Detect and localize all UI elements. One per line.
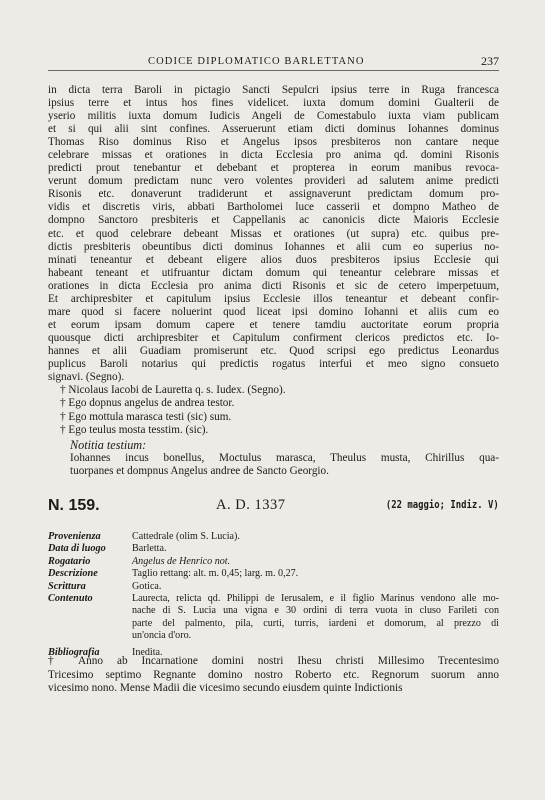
document-incipit xyxy=(48,655,499,696)
notitia-heading: Notitia testium: xyxy=(70,438,147,453)
text-line: et si qui alii sint confines. Asseruerunt etiam dicti dominus Iohannes dominus xyxy=(48,123,499,136)
metadata-value-line: Inedita. xyxy=(132,646,163,658)
text-line: minati teneantur et debeant eligere alios duos presbiteros ipsius Ecclesie qui xyxy=(48,253,499,266)
metadata-row xyxy=(48,531,499,543)
text-line: quousque dicti archipresbiter et Capitulum confirment clericos predictos etc. Io- xyxy=(48,331,499,344)
metadata-value-line: un'oncia d'oro. xyxy=(132,630,192,642)
text-line: orationes in dicta Ecclesia pro anima dicti Risonis et sic de cetero imperpetuum, xyxy=(48,279,499,292)
text-line: Et archipresbiter et capitulum ipsius Ecclesie illos teneantur et debeant confir- xyxy=(48,292,499,305)
metadata-row xyxy=(48,556,499,568)
metadata-label: Rogatario xyxy=(48,555,91,567)
metadata-value xyxy=(132,531,499,543)
metadata-value-line: Taglio rettang: alt. m. 0,45; larg. m. 0,27. xyxy=(132,568,299,580)
metadata-value-line: Cattedrale (olim S. Lucia). xyxy=(132,531,240,542)
document-year: A. D. 1337 xyxy=(216,497,286,513)
metadata-value xyxy=(132,556,499,568)
metadata-value-line: nache di S. Lucia una vigna e 30 ordini di terra vuota in cluso Farileti con xyxy=(132,605,499,617)
metadata-value xyxy=(132,593,499,643)
text-line: dictis presbiteris obeuntibus dicti dominus Iohannes et alii cum eo superius no- xyxy=(48,240,499,253)
signature-block xyxy=(48,384,499,437)
text-line: hannes et alii Guadiam promiserunt etc. Quod scripsi ego predictus Leonardus xyxy=(48,344,499,357)
charter-text xyxy=(48,84,499,478)
metadata-label: Contenuto xyxy=(48,593,93,605)
signature-line: † Ego mottula marasca testi (sic) sum. xyxy=(60,410,232,423)
metadata-value-line: Laurecta, relicta qd. Philippi de Ierusalem, e il figlio Marinus vendono alle mo- xyxy=(132,593,499,605)
metadata-label: Scrittura xyxy=(48,580,86,592)
document-heading xyxy=(48,497,499,515)
text-line: habeant teneant et utifruantur dictam domum qui teneantur celebrare missas et xyxy=(48,266,499,279)
text-line: signavi. (Segno). xyxy=(48,371,125,384)
metadata-value-line: Angelus de Henrico not. xyxy=(132,555,231,567)
text-line: celebrare missas et orationes in dicta Ecclesia pro anima qd. domini Risonis xyxy=(48,149,499,162)
metadata-value xyxy=(132,543,499,555)
metadata-label: Provenienza xyxy=(48,531,101,542)
page-number: 237 xyxy=(481,54,499,68)
metadata-value-line: parte del palmento, pila, curti, turris, iardeni et domorum, al prezzo di xyxy=(132,617,499,629)
document-metadata xyxy=(48,531,499,659)
text-line: et eorum ipsam domum capere et tenere tamdiu auctoritate eorum propria xyxy=(48,318,499,331)
signature-line: † Ego dopnus angelus de andrea testor. xyxy=(60,397,235,410)
text-line: Risonis etc. donaverunt tradiderunt et assignaverunt predictam domum pro- xyxy=(48,188,499,201)
text-line: in dicta terra Baroli in pictagio Sancti Sepulcri ipsius terre in Ruga francesca xyxy=(48,84,499,96)
incipit-line: Tricesimo septimo Regnante domino nostro Roberto etc. Regnorum suorum anno xyxy=(48,668,499,681)
witness-list xyxy=(48,452,499,478)
text-line: puplicus Baroli notarius qui predictis rogatus interfui et meo signo consueto xyxy=(48,357,499,370)
text-line: dompno Sanctoro presbiteris et Cappellanis ac canonicis dicte Maioris Ecclesie xyxy=(48,214,499,227)
incipit-line: † Anno ab Incarnatione domini nostri Ihesu christi Millesimo Trecentesimo xyxy=(48,655,499,667)
signature-line: † Nicolaus Iacobi de Lauretta q. s. Iudex. (Segno). xyxy=(60,384,286,397)
metadata-value-line: Gotica. xyxy=(132,580,162,592)
metadata-row xyxy=(48,581,499,593)
text-line: ipsius terre et intus hos fines videlicet. iuxta domum domini Gualterii de xyxy=(48,97,499,110)
text-line: Thomas Riso dominus Riso et Angelus ipsos presbiteros non cantare neque xyxy=(48,136,499,149)
metadata-row xyxy=(48,543,499,555)
incipit-line: vicesimo nono. Mense Madii die vicesimo secundo eiusdem quinte Indictionis xyxy=(48,682,403,695)
metadata-row xyxy=(48,593,499,643)
text-line: etc. et quod celebrare debeant Missas et orationes (ut supra) etc. quibus pre- xyxy=(48,227,499,240)
running-title: CODICE DIPLOMATICO BARLETTANO xyxy=(148,56,365,67)
document-number: N. 159. xyxy=(48,497,100,514)
metadata-label: Descrizione xyxy=(48,568,98,580)
text-line: verunt domum predictam nunc vero volentes provideri ad salutem anime predicti xyxy=(48,175,499,188)
metadata-value xyxy=(132,581,499,593)
metadata-label: Bibliografia xyxy=(48,646,100,658)
witness-line: Iohannes incus bonellus, Moctulus marasca, Theulus musta, Chirillus qua- xyxy=(70,452,499,465)
metadata-value xyxy=(132,568,499,580)
witness-line: tuorpanes et dompnus Angelus andree de Sancto Georgio. xyxy=(70,465,329,478)
text-line: vidis et discretis viris, abbati Bartholomei luce casserii et dompno Matheo de xyxy=(48,201,499,214)
text-line: predicti prout tenebantur et debebant et propterea in eorum manibus revoca- xyxy=(48,162,499,175)
document-date: (22 maggio; Indiz. V) xyxy=(386,499,499,511)
text-line: mare quod si facere noluerint quod liceat ipsi domino Iohanni et aliis cum eo xyxy=(48,305,499,318)
metadata-row xyxy=(48,568,499,580)
metadata-value-line: Barletta. xyxy=(132,543,167,555)
text-line: yserio militis iuxta domum Iudicis Angeli de Comestabulo iuxta viam publicam xyxy=(48,110,499,123)
header-rule xyxy=(48,70,499,71)
metadata-label: Data di luogo xyxy=(48,543,106,555)
charter-paragraph xyxy=(48,84,499,384)
signature-line: † Ego teulus mosta tesstim. (sic). xyxy=(60,423,209,436)
